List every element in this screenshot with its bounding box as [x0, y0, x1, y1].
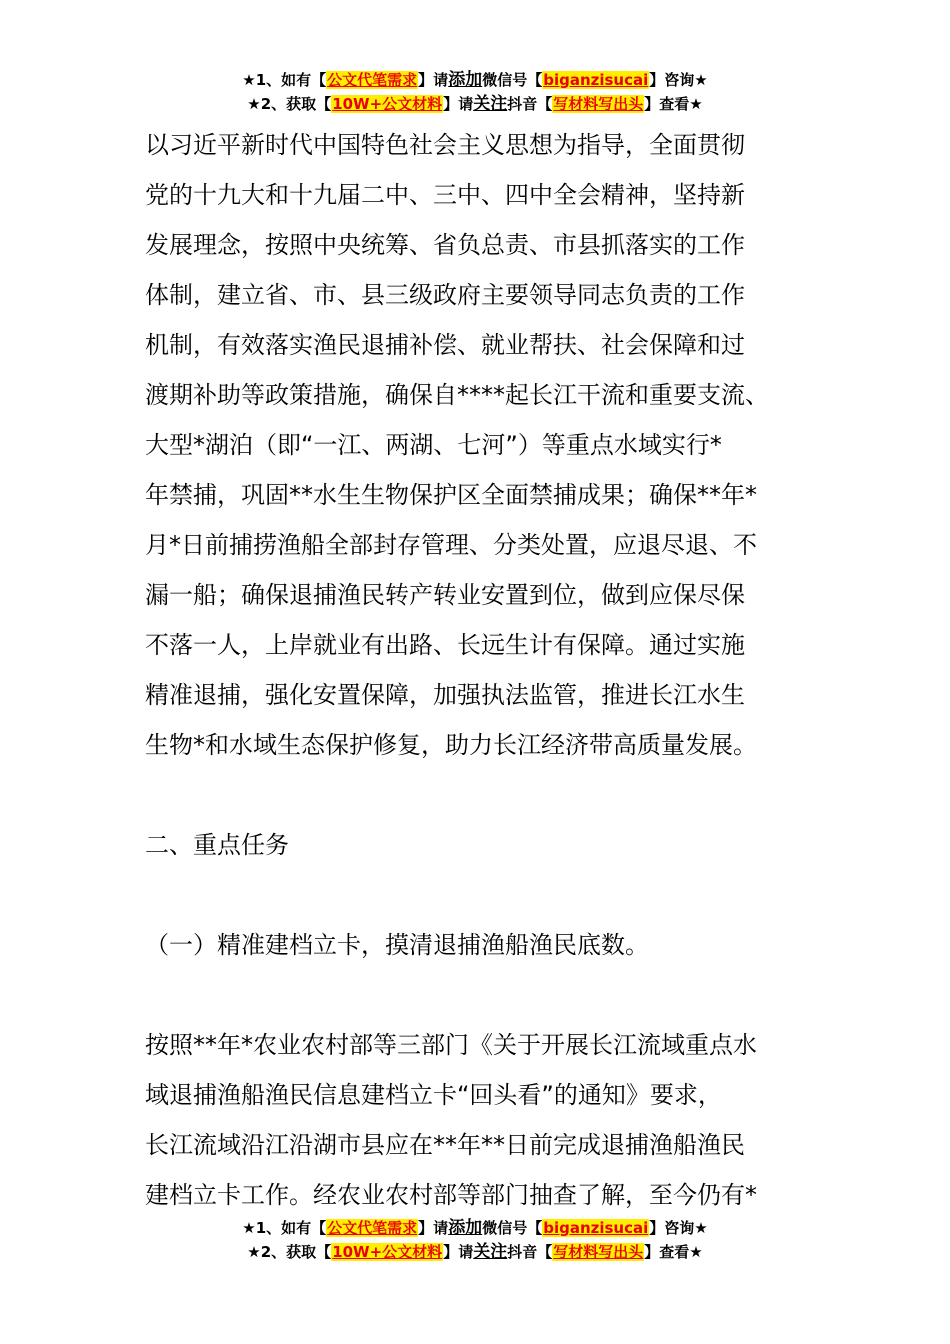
highlight-wechat-id: biganzisucai [543, 71, 649, 89]
highlight-wechat-id: biganzisucai [543, 1219, 649, 1237]
paragraph-line: 不落一人，上岸就业有出路、长远生计有保障。通过实施 [145, 631, 745, 659]
paragraph-line: 域退捕渔船渔民信息建档立卡“回头看”的通知》要求， [145, 1081, 722, 1109]
banner-line-2 [0, 92, 950, 116]
banner-text: 】请 [418, 71, 449, 89]
paragraph-line: 漏一船；确保退捕渔民转产转业安置到位，做到应保尽保 [145, 581, 745, 609]
banner-line-1 [0, 1216, 950, 1240]
highlight-ghostwriting: 公文代笔需求 [327, 71, 418, 89]
banner-emphasis: 添加 [448, 70, 483, 90]
footer-banner [0, 1216, 950, 1264]
banner-text: ★2、获取【 [247, 95, 332, 113]
banner-emphasis: 添加 [448, 1218, 483, 1238]
paragraph-line: 渡期补助等政策措施，确保自****起长江干流和重要支流、 [145, 381, 769, 409]
banner-text: 】咨询★ [649, 1219, 708, 1237]
banner-text: 】请 [443, 95, 474, 113]
paragraph-line: 大型*湖泊（即“一江、两湖、七河”）等重点水域实行* [145, 431, 722, 459]
banner-text: 】查看★ [644, 1243, 703, 1261]
banner-line-1 [0, 68, 950, 92]
banner-text: 】请 [418, 1219, 449, 1237]
blank-line [145, 770, 820, 820]
banner-line-2 [0, 1240, 950, 1264]
highlight-douyin: 写材料写出头 [553, 1243, 644, 1261]
banner-text: 】查看★ [644, 95, 703, 113]
paragraph-line: 发展理念，按照中央统筹、省负总责、市县抓落实的工作 [145, 231, 745, 259]
banner-text: 微信号【 [482, 1219, 543, 1237]
blank-line [145, 970, 820, 1020]
paragraph-line: 长江流域沿江沿湖市县应在**年**日前完成退捕渔船渔民 [145, 1131, 745, 1159]
banner-text: 】请 [443, 1243, 474, 1261]
banner-text: ★2、获取【 [247, 1243, 332, 1261]
section-heading: 二、重点任务 [145, 831, 289, 859]
document-body [145, 120, 820, 1220]
banner-text: 抖音【 [507, 95, 553, 113]
header-banner [0, 68, 950, 116]
subsection-heading: （一）精准建档立卡，摸清退捕渔船渔民底数。 [145, 931, 649, 959]
paragraph-line: 月*日前捕捞渔船全部封存管理、分类处置，应退尽退、不 [145, 531, 757, 559]
paragraph-line: 党的十九大和十九届二中、三中、四中全会精神，坚持新 [145, 181, 745, 209]
banner-emphasis: 关注 [473, 94, 508, 114]
paragraph-line: 建档立卡工作。经农业农村部等部门抽查了解，至今仍有* [145, 1181, 757, 1209]
paragraph-line: 按照**年*农业农村部等三部门《关于开展长江流域重点水 [145, 1031, 757, 1059]
banner-text: ★1、如有【 [242, 1219, 327, 1237]
banner-text: ★1、如有【 [242, 71, 327, 89]
highlight-ghostwriting: 公文代笔需求 [327, 1219, 418, 1237]
paragraph-line: 生物*和水域生态保护修复，助力长江经济带高质量发展。 [145, 731, 757, 759]
paragraph-line: 体制，建立省、市、县三级政府主要领导同志负责的工作 [145, 281, 745, 309]
highlight-materials: 10W+公文材料 [332, 1243, 443, 1261]
paragraph-line: 机制，有效落实渔民退捕补偿、就业帮扶、社会保障和过 [145, 331, 745, 359]
paragraph-line: 以习近平新时代中国特色社会主义思想为指导，全面贯彻 [145, 131, 745, 159]
highlight-douyin: 写材料写出头 [553, 95, 644, 113]
banner-text: 微信号【 [482, 71, 543, 89]
banner-text: 】咨询★ [649, 71, 708, 89]
blank-line [145, 870, 820, 920]
banner-text: 抖音【 [507, 1243, 553, 1261]
highlight-materials: 10W+公文材料 [332, 95, 443, 113]
banner-emphasis: 关注 [473, 1242, 508, 1262]
paragraph-line: 精准退捕，强化安置保障，加强执法监管，推进长江水生 [145, 681, 745, 709]
paragraph-line: 年禁捕，巩固**水生生物保护区全面禁捕成果；确保**年* [145, 481, 757, 509]
